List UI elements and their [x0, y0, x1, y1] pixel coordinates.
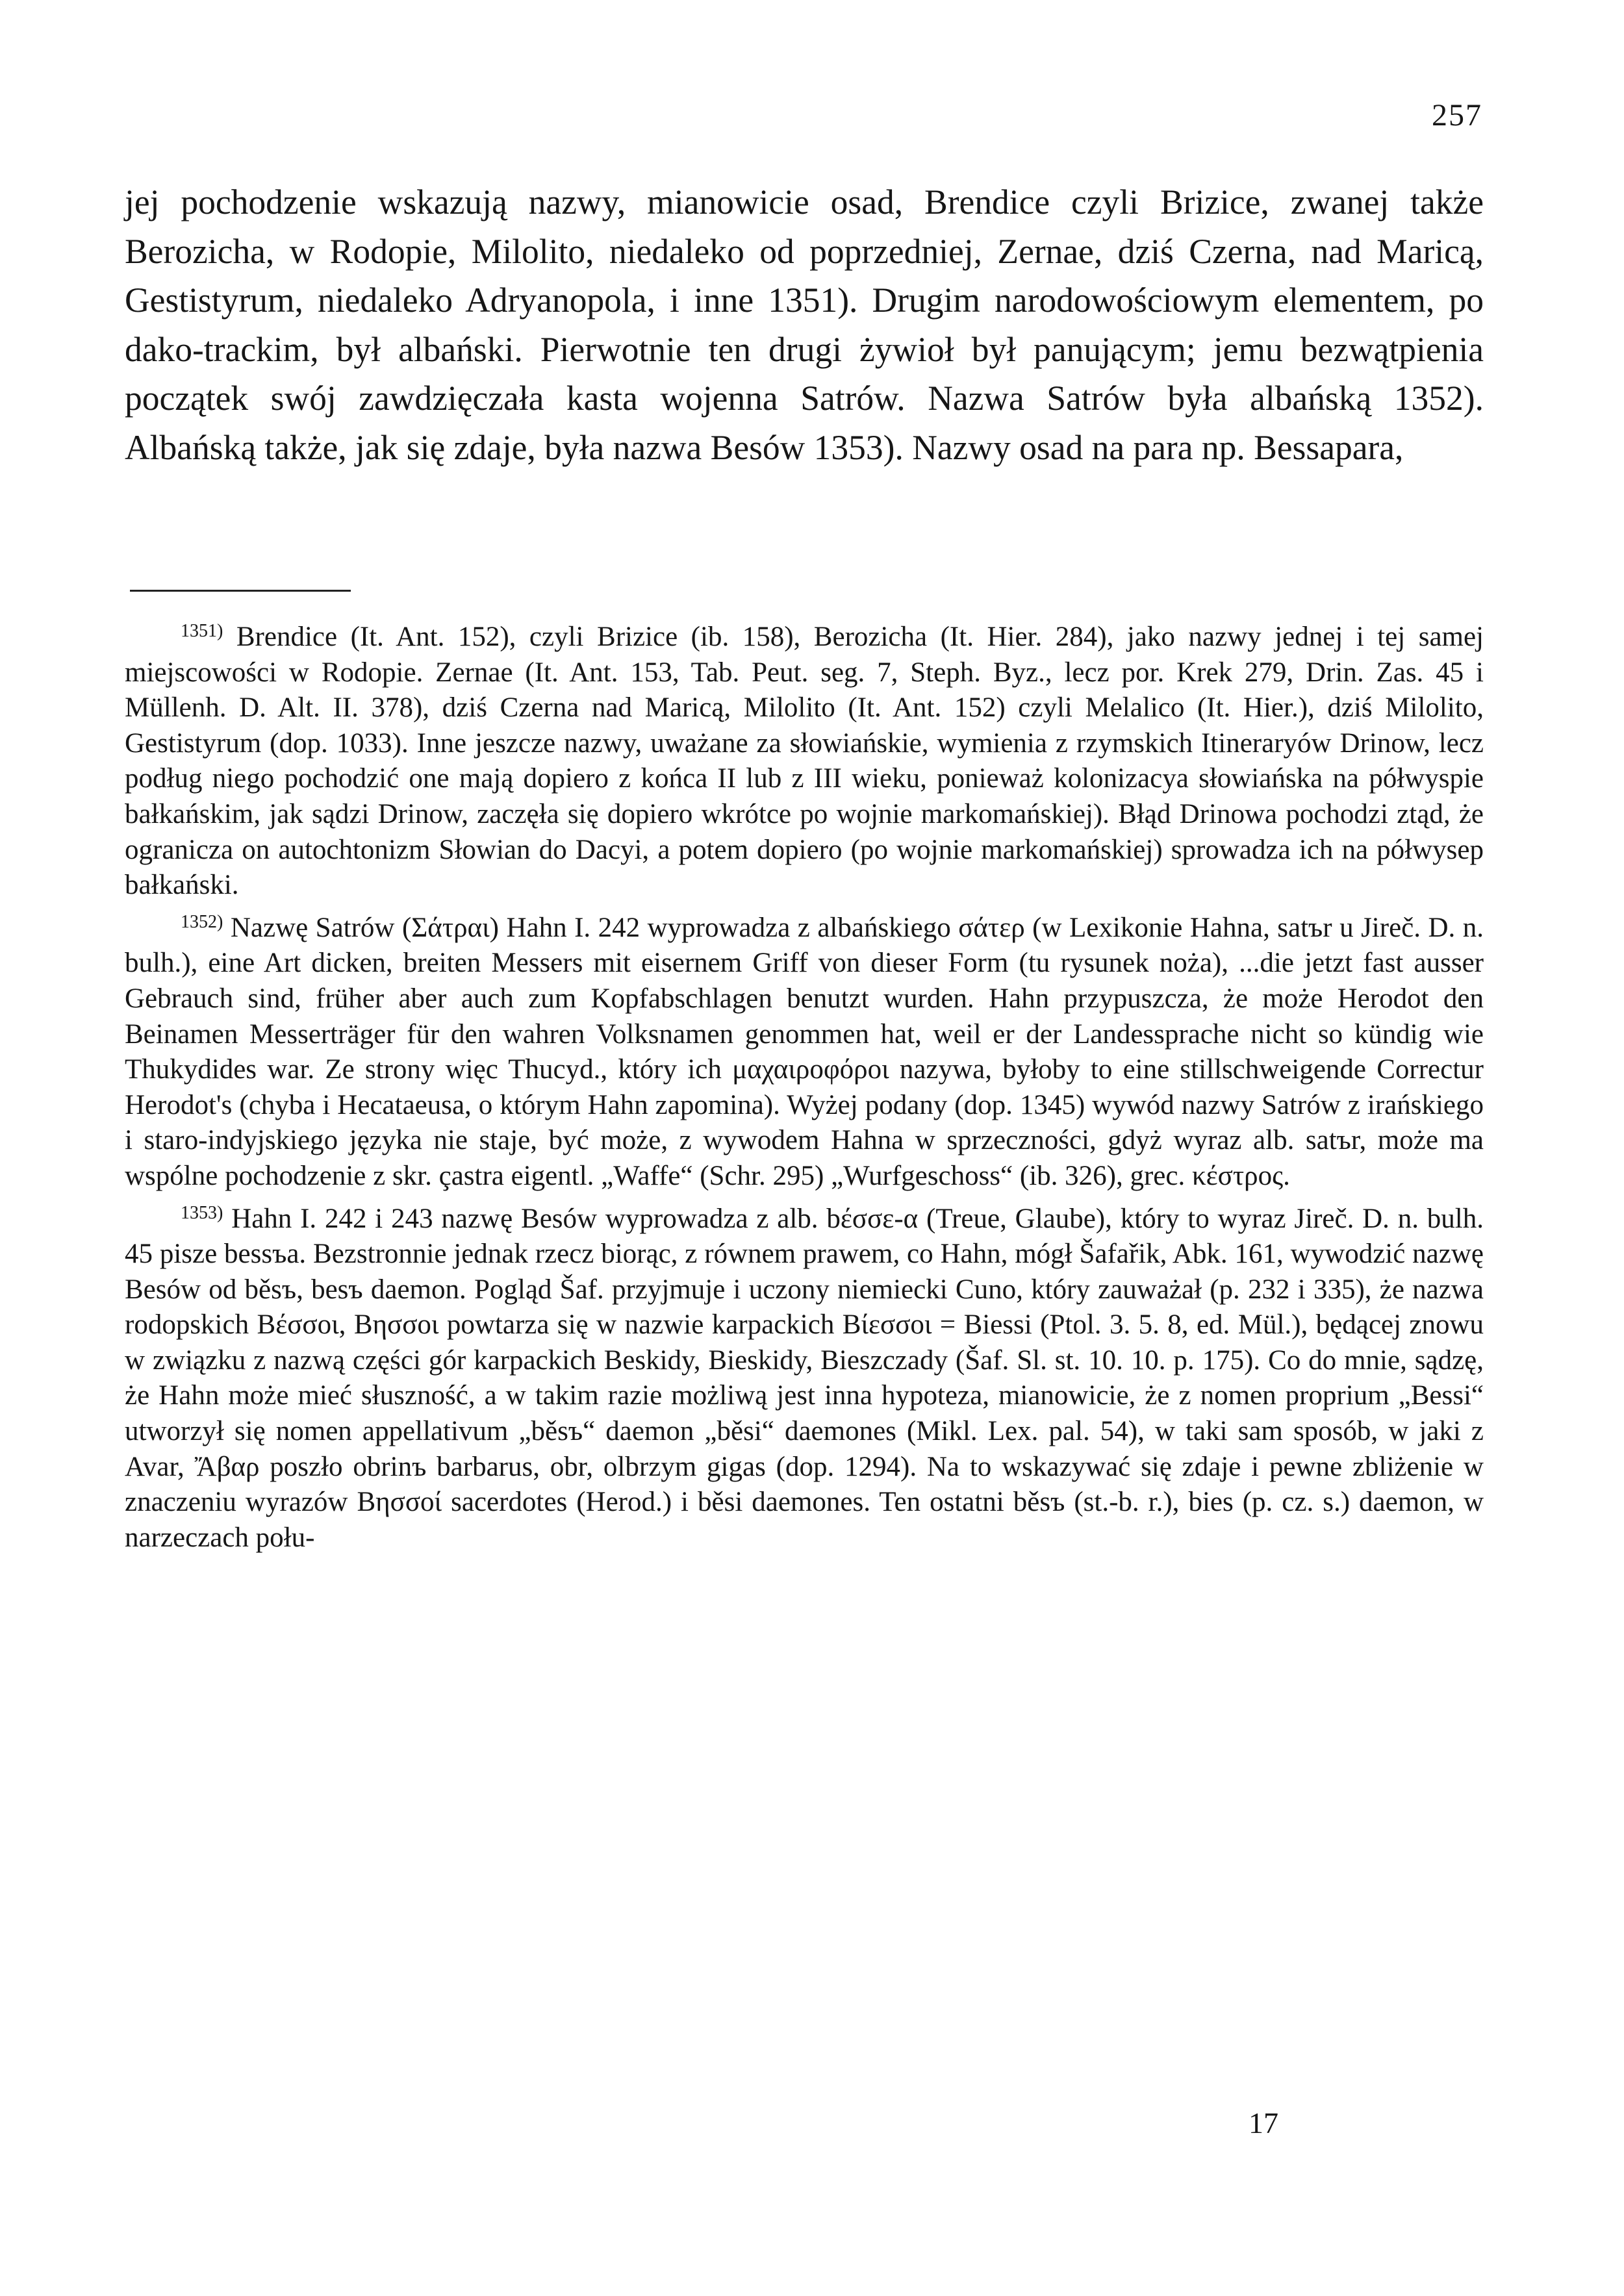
signature-mark: 17 [1249, 2106, 1278, 2139]
footnote-rule [130, 590, 351, 592]
page-number: 257 [1432, 98, 1482, 132]
footnote-text: Nazwę Satrów (Σάτραι) Hahn I. 242 wyprowadza z albańskiego σάτερ (w Lexikonie Hahna, satъr u Jireč. D. n. bulh.), eine Art dicken, breiten Messers mit eisernem Griff von dieser Form (tu rysunek noża), ...die jetzt fast ausser Gebrauch sind, früher aber auch zum Kopfabschlagen benutzt wurden. Hahn przypuszcza, że może Herodot den Beinamen Messerträger für den wahren Volksnamen genommen hat, weil er der Landessprache nicht so kündig wie Thukydides war. Ze strony więc Thucyd., który ich μαχαιροφόροι nazywa, byłoby to eine stillschweigende Correctur Herodot's (chyba i Hecataeusa, o którym Hahn zapomina). Wyżej podany (dop. 1345) wywód nazwy Satrów z irańskiego i staro-indyjskiego języka nie staje, być może, z wywodem Hahna w sprzeczności, gdyż wyraz alb. satъr, może ma wspólne pochodzenie z skr. çastra eigentl. „Waffe“ (Schr. 295) „Wurfgeschoss“ (ib. 326), grec. κέστρος. [125, 912, 1484, 1191]
footnote-1351 [125, 614, 1484, 903]
footnote-text: Hahn I. 242 i 243 nazwę Besów wyprowadza z alb. bέσσε-α (Treue, Glaube), który to wyraz Jireč. D. n. bulh. 45 pisze bessъa. Bezstronnie jednak rzecz biorąc, z równem prawem, co Hahn, mógł Šafařik, Abk. 161, wywodzić nazwę Besów od běsъ, besъ daemon. Pogląd Šaf. przyjmuje i uczony niemiecki Cuno, który zauważał (p. 232 i 335), że nazwa rodopskich Βέσσοι, Βησσοι powtarza się w nazwie karpackich Βίεσσοι = Biessi (Ptol. 3. 5. 8, ed. Mül.), będącej znowu w związku z nazwą części gór karpackich Beskidy, Bieskidy, Bieszczady (Šaf. Sl. st. 10. 10. p. 175). Co do mnie, sądzę, że Hahn może mieć słuszność, a w takim razie możliwą jest inna hypoteza, mianowicie, że z nomen proprium „Bessi“ utworzył się nomen appellativum „běsъ“ daemon „běsi“ daemones (Mikl. Lex. pal. 54), w taki sam sposób, w jaki z Avar, Ἄβαρ poszło obrinъ barbarus, obr, olbrzym gigas (dop. 1294). Na to wskazywać się zdaje i pewne zbliżenie w znaczeniu wyrazów Βησσοί sacerdotes (Herod.) i běsi daemones. Ten ostatni běsъ (st.-b. r.), bies (p. cz. s.) daemon, w narzeczach połu- [125, 1203, 1484, 1553]
footnote-1352 [125, 905, 1484, 1194]
footnote-text: Brendice (It. Ant. 152), czyli Brizice (ib. 158), Berozicha (It. Hier. 284), jako nazwy jednej i tej samej miejscowości w Rodopie. Zernae (It. Ant. 153, Tab. Peut. seg. 7, Steph. Byz., lecz por. Krek 279, Drin. Zas. 45 i Müllenh. D. Alt. II. 378), dziś Czerna nad Maricą, Milolito (It. Ant. 152) czyli Melalico (It. Hier.), dziś Milolito, Gestistyrum (dop. 1033). Inne jeszcze nazwy, uważane za słowiańskie, wymienia z rzymskich Itineraryów Drinow, lecz podług niego pochodzić one mają dopiero z końca II lub z III wieku, ponieważ kolonizacya słowiańska na półwyspie bałkańskim, jak sądzi Drinow, zaczęła się dopiero wkrótce po wojnie markomańskiej). Błąd Drinowa pochodzi ztąd, że ogranicza on autochtonizm Słowian do Dacyi, a potem dopiero (po wojnie markomańskiej) sprowadza ich na półwysep bałkański. [125, 622, 1484, 901]
footnote-label: 1353) [181, 1202, 223, 1223]
footnote-1353 [125, 1196, 1484, 1556]
footnotes [125, 614, 1484, 1557]
main-text [125, 178, 1484, 472]
main-paragraph: jej pochodzenie wskazują nazwy, mianowicie osad, Brendice czyli Brizice, zwanej także Berozicha, w Rodopie, Milolito, niedaleko od poprzedniej, Zernae, dziś Czerna, nad Maricą, Gestistyrum, niedaleko Adryanopola, i inne 1351). Drugim narodowościowym elementem, po dako-trackim, był albański. Pierwotnie ten drugi żywioł był panującym; jemu bezwątpienia początek swój zawdzięczała kasta wojenna Satrów. Nazwa Satrów była albańską 1352). Albańską także, jak się zdaje, była nazwa Besów 1353). Nazwy osad na para np. Bessapara, [125, 183, 1484, 467]
footnote-label: 1351) [181, 621, 223, 641]
footnote-label: 1352) [181, 911, 223, 932]
